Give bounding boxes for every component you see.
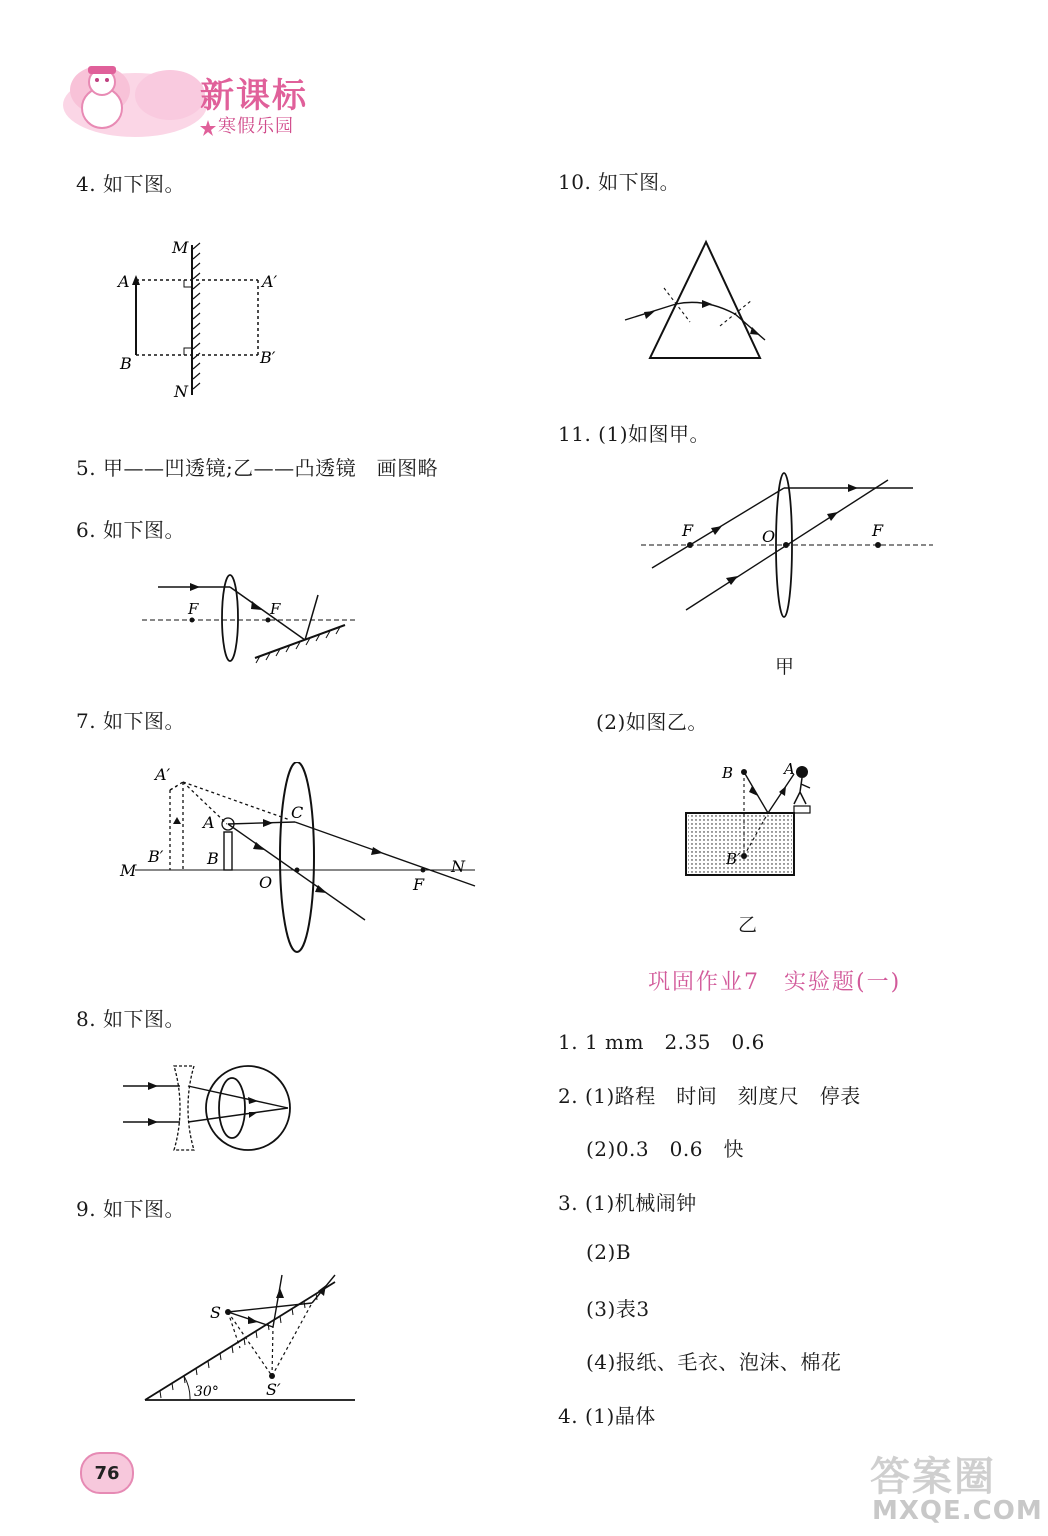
- label-B-prime: B′: [148, 847, 164, 866]
- label-A-prime: A′: [262, 272, 278, 291]
- figure-q8-eye-concave-lens: [118, 1060, 298, 1155]
- label-A-prime: A′: [155, 765, 171, 784]
- watermark-text: 答案圈: [870, 1454, 996, 1500]
- question-7: 7. 如下图。: [76, 709, 185, 733]
- figure-q6-lens-mirror: [140, 570, 360, 665]
- label-F-left: F: [682, 521, 694, 540]
- question-4: 4. 如下图。: [76, 172, 185, 196]
- label-C: C: [291, 803, 304, 822]
- label-F-right: F: [872, 521, 884, 540]
- label-S-prime: S′: [266, 1380, 281, 1399]
- page-number: 76: [80, 1452, 134, 1494]
- label-S: S: [210, 1303, 221, 1322]
- figure-q11-jia-convex-lens: [638, 470, 938, 620]
- question-11-1: 11. (1)如图甲。: [558, 422, 710, 446]
- question-11-2: (2)如图乙。: [596, 710, 708, 734]
- header-logo: [60, 60, 340, 145]
- label-angle: 30°: [194, 1384, 219, 1400]
- label-A: A: [784, 760, 795, 778]
- label-B: B: [722, 764, 734, 782]
- label-N: N: [451, 857, 465, 876]
- label-B: B: [120, 354, 132, 373]
- question-10: 10. 如下图。: [558, 170, 681, 194]
- answer-3-1: 3. (1)机械闹钟: [558, 1191, 697, 1215]
- question-8: 8. 如下图。: [76, 1007, 185, 1031]
- answer-2-2: (2)0.3 0.6 快: [586, 1137, 744, 1161]
- figure-q4-plane-mirror: [110, 235, 310, 410]
- label-F-left: F: [188, 600, 199, 618]
- answer-2-1: 2. (1)路程 时间 刻度尺 停表: [558, 1084, 861, 1108]
- answer-3-3: (3)表3: [586, 1297, 650, 1321]
- question-5: 5. 甲——凹透镜;乙——凸透镜 画图略: [76, 456, 439, 480]
- label-N: N: [174, 382, 188, 401]
- answer-4-1: 4. (1)晶体: [558, 1404, 656, 1428]
- logo-title: 新课标: [200, 76, 308, 116]
- section-title: 巩固作业7 实验题(一): [648, 970, 902, 995]
- caption-jia: 甲: [775, 656, 795, 678]
- label-F: F: [413, 875, 425, 894]
- figure-q10-prism: [620, 236, 780, 366]
- label-B: B: [207, 849, 219, 868]
- answer-3-4: (4)报纸、毛衣、泡沫、棉花: [586, 1350, 842, 1374]
- label-M: M: [172, 238, 189, 257]
- snowman-cloud-icon: [60, 60, 210, 145]
- label-O: O: [762, 527, 776, 546]
- label-A: A: [203, 813, 215, 832]
- label-M: M: [120, 861, 137, 880]
- label-B-prime: B′: [726, 850, 741, 868]
- logo-subtitle: 寒假乐园: [218, 116, 294, 137]
- label-O: O: [259, 873, 273, 892]
- label-B-prime: B′: [260, 348, 276, 367]
- figure-q7-convex-lens-image: [115, 762, 480, 962]
- answer-1: 1. 1 mm 2.35 0.6: [558, 1030, 765, 1054]
- question-6: 6. 如下图。: [76, 518, 185, 542]
- caption-yi: 乙: [738, 914, 758, 936]
- star-icon: [200, 120, 216, 136]
- figure-q11-yi-water-reflection: [682, 758, 832, 880]
- question-9: 9. 如下图。: [76, 1197, 185, 1221]
- watermark-url: MXQE.COM: [872, 1496, 1043, 1526]
- answer-3-2: (2)B: [586, 1240, 632, 1264]
- figure-q9-inclined-mirror: [140, 1270, 360, 1410]
- label-F-right: F: [270, 600, 281, 618]
- label-A: A: [118, 272, 130, 291]
